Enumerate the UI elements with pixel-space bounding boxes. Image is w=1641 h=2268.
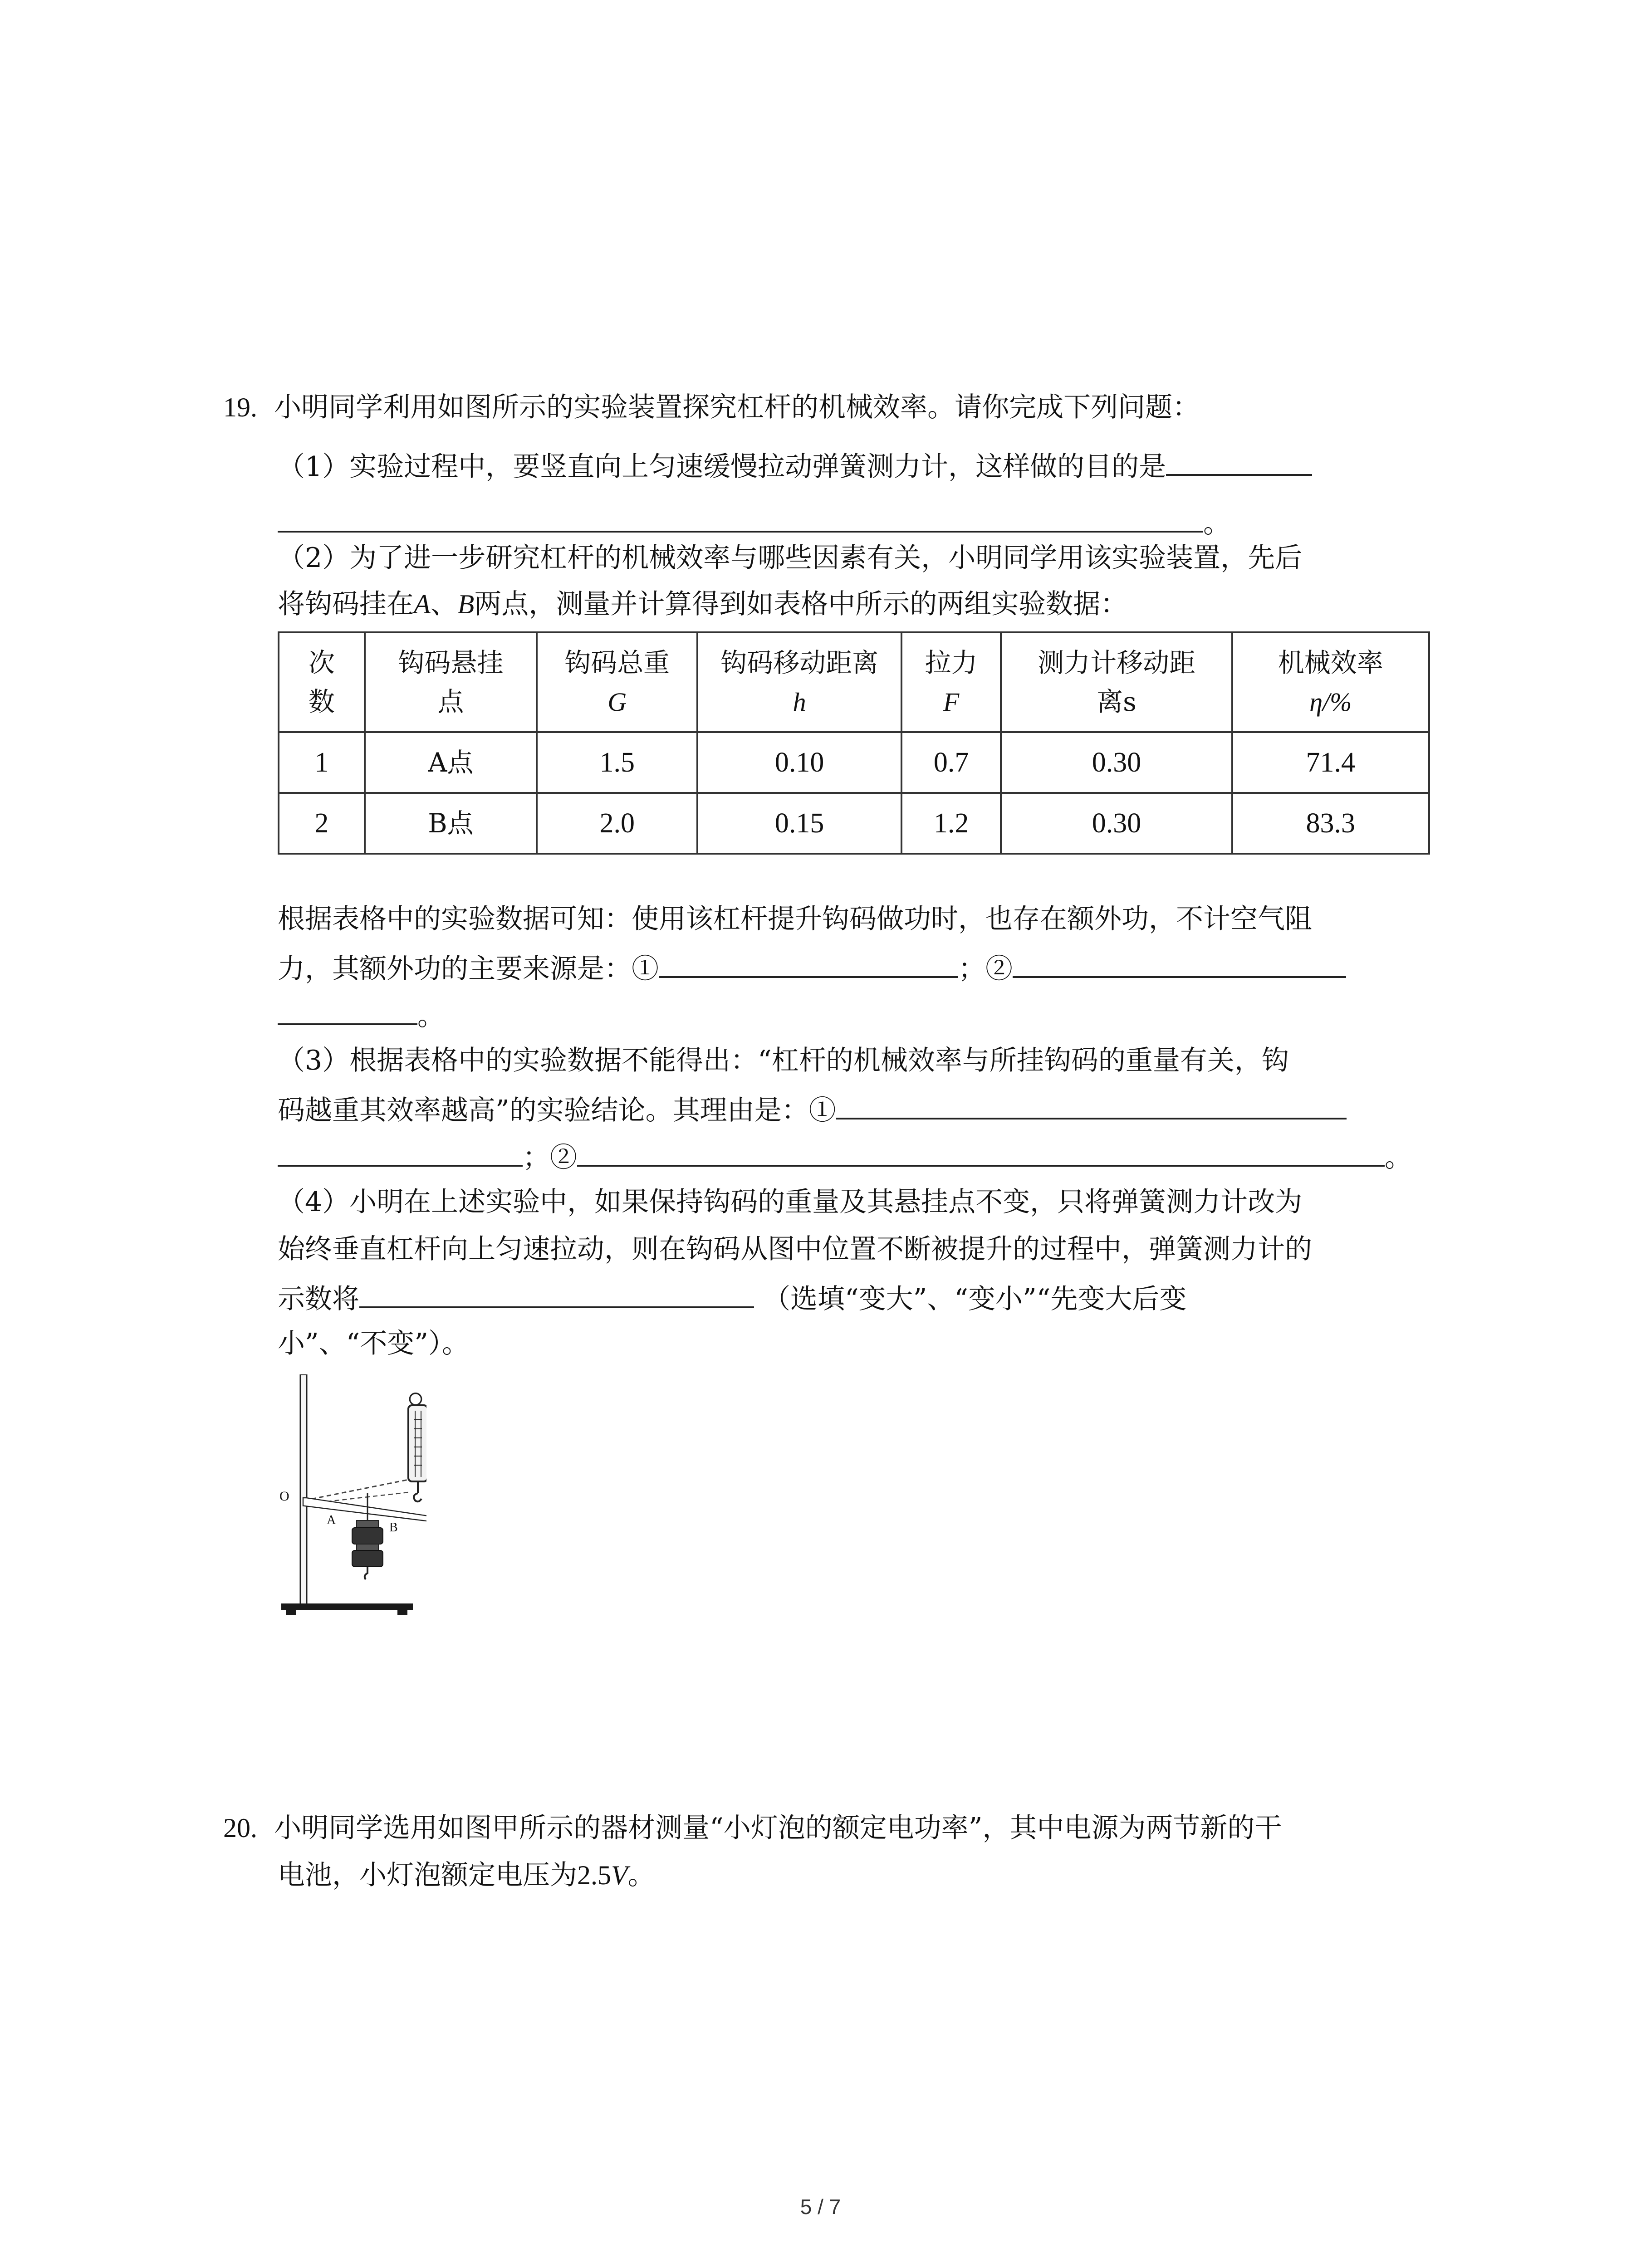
q19-part2-after2-b: ；② — [958, 953, 1013, 985]
label-o: O — [279, 1489, 289, 1504]
cell-efficiency: 71.4 — [1232, 732, 1429, 793]
cell-hook-distance: 0.10 — [697, 732, 901, 793]
lever-bar — [303, 1498, 426, 1522]
answer-blank-2[interactable] — [659, 948, 958, 978]
q19-part2-after3-end: 。 — [417, 1000, 445, 1032]
answer-blank-4-cont[interactable] — [278, 1137, 523, 1167]
q20-line2 — [278, 1857, 655, 1893]
q20-number: 20. — [223, 1813, 257, 1843]
stand-base — [281, 1603, 413, 1610]
answer-blank-1[interactable] — [1166, 446, 1312, 476]
q19-part3-line3-a: ；② — [523, 1142, 577, 1173]
q19-part2-sep: 、 — [430, 588, 458, 620]
q19-part2-line2 — [278, 586, 1127, 622]
cell-point: A点 — [365, 732, 537, 793]
experiment-table — [278, 631, 1430, 855]
cell-point: B点 — [365, 793, 537, 854]
cell-hook-distance: 0.15 — [697, 793, 901, 854]
cell-force: 1.2 — [901, 793, 1001, 854]
q19-part2 — [278, 540, 1302, 576]
q19-part4-line4-text: 小”、“不变”）。 — [278, 1328, 470, 1359]
q19-part1 — [278, 446, 1312, 485]
q19-part3-line2-text: 码越重其效率越高”的实验结论。其理由是：① — [278, 1095, 836, 1126]
q19-part1-text: （1）实验过程中，要竖直向上匀速缓慢拉动弹簧测力计，这样做的目的是 — [278, 451, 1166, 483]
q19-part2-after2-a: 力，其额外功的主要来源是：① — [278, 953, 659, 985]
answer-blank-6[interactable] — [359, 1278, 754, 1308]
q20-line1-text: 小明同学选用如图甲所示的器材测量“小灯泡的额定电功率”，其中电源为两节新的干 — [274, 1812, 1282, 1844]
cell-force: 0.7 — [901, 732, 1001, 793]
answer-blank-3[interactable] — [1013, 948, 1346, 978]
q19-part2-after3 — [278, 995, 445, 1034]
cell-count: 1 — [279, 732, 365, 793]
q19-part1-end: 。 — [1203, 508, 1230, 539]
q20-line1 — [223, 1810, 1282, 1846]
q19-part4 — [278, 1184, 1302, 1220]
q19-part4-line3-a: 示数将 — [278, 1283, 359, 1315]
q19-part3-line3-end: 。 — [1385, 1142, 1412, 1173]
table-row — [279, 793, 1429, 854]
label-b: B — [389, 1520, 398, 1535]
q19-part2-after1-text: 根据表格中的实验数据可知：使用该杠杆提升钩码做功时，也存在额外功，不计空气阻 — [278, 903, 1312, 935]
q19-part4-line2-text: 始终垂直杠杆向上匀速拉动，则在钩码从图中位置不断被提升的过程中，弹簧测力计的 — [278, 1233, 1312, 1265]
q19-part4-line2 — [278, 1231, 1312, 1267]
q19-part3 — [278, 1042, 1289, 1079]
answer-blank-3-cont[interactable] — [278, 995, 417, 1025]
q19-part3-line2 — [278, 1090, 1347, 1129]
header-hook-distance: 钩码移动距离 h — [697, 632, 901, 732]
q19-intro — [223, 389, 1200, 425]
cell-weight: 2.0 — [537, 793, 697, 854]
voltage-unit: V — [611, 1860, 628, 1890]
answer-blank-1-cont[interactable] — [278, 503, 1203, 533]
q19-part2-after1 — [278, 901, 1312, 937]
q19-part2-text-a: 将钩码挂在 — [278, 588, 414, 620]
table-header-row — [279, 632, 1429, 732]
cell-meter-distance: 0.30 — [1001, 732, 1232, 793]
q19-part1-cont — [278, 503, 1230, 542]
header-meter-distance: 测力计移动距 离s — [1001, 632, 1232, 732]
header-pull-force: 拉力 F — [901, 632, 1001, 732]
answer-blank-4[interactable] — [836, 1090, 1347, 1119]
q19-part3-line3 — [278, 1137, 1412, 1176]
header-weight: 钩码总重 G — [537, 632, 697, 732]
q19-part2-line1: （2）为了进一步研究杠杆的机械效率与哪些因素有关，小明同学用该实验装置，先后 — [278, 542, 1303, 574]
q20-line2-text: 电池，小灯泡额定电压为 — [278, 1859, 577, 1891]
spring-scale — [408, 1393, 426, 1502]
q19-part2-text-b: 两点，测量并计算得到如表格中所示的两组实验数据： — [474, 588, 1128, 620]
label-a: A — [327, 1513, 336, 1527]
header-hang-point: 钩码悬挂 点 — [365, 632, 537, 732]
lever-apparatus-figure — [272, 1374, 426, 1628]
stand-foot-right — [397, 1610, 407, 1615]
page-number: 5 / 7 — [800, 2195, 841, 2219]
hook-weights — [352, 1520, 383, 1579]
cell-meter-distance: 0.30 — [1001, 793, 1232, 854]
answer-blank-5[interactable] — [577, 1137, 1385, 1167]
q19-intro-text: 小明同学利用如图所示的实验装置探究杠杆的机械效率。请你完成下列问题： — [274, 391, 1200, 423]
table-row — [279, 732, 1429, 793]
q20-line2-end: 。 — [627, 1859, 655, 1891]
stand-foot-left — [286, 1610, 296, 1615]
q19-part4-options: （选填“变大”、“变小”“先变大后变 — [763, 1283, 1187, 1315]
cell-count: 2 — [279, 793, 365, 854]
cell-weight: 1.5 — [537, 732, 697, 793]
q19-number: 19. — [223, 392, 257, 422]
stand-pole — [300, 1374, 307, 1606]
q19-part4-line3 — [278, 1278, 1186, 1317]
rated-voltage-value: 2.5 — [577, 1860, 611, 1890]
header-count: 次 数 — [279, 632, 365, 732]
q19-part4-line4 — [278, 1325, 469, 1362]
point-b-label: B — [457, 589, 475, 619]
point-a-label: A — [414, 589, 431, 619]
cell-efficiency: 83.3 — [1232, 793, 1429, 854]
q19-part3-line1: （3）根据表格中的实验数据不能得出：“杠杆的机械效率与所挂钩码的重量有关，钩 — [278, 1045, 1289, 1076]
q19-part2-after2 — [278, 948, 1346, 987]
header-efficiency: 机械效率 η/% — [1232, 632, 1429, 732]
q19-part4-line1: （4）小明在上述实验中，如果保持钩码的重量及其悬挂点不变，只将弹簧测力计改为 — [278, 1186, 1303, 1218]
